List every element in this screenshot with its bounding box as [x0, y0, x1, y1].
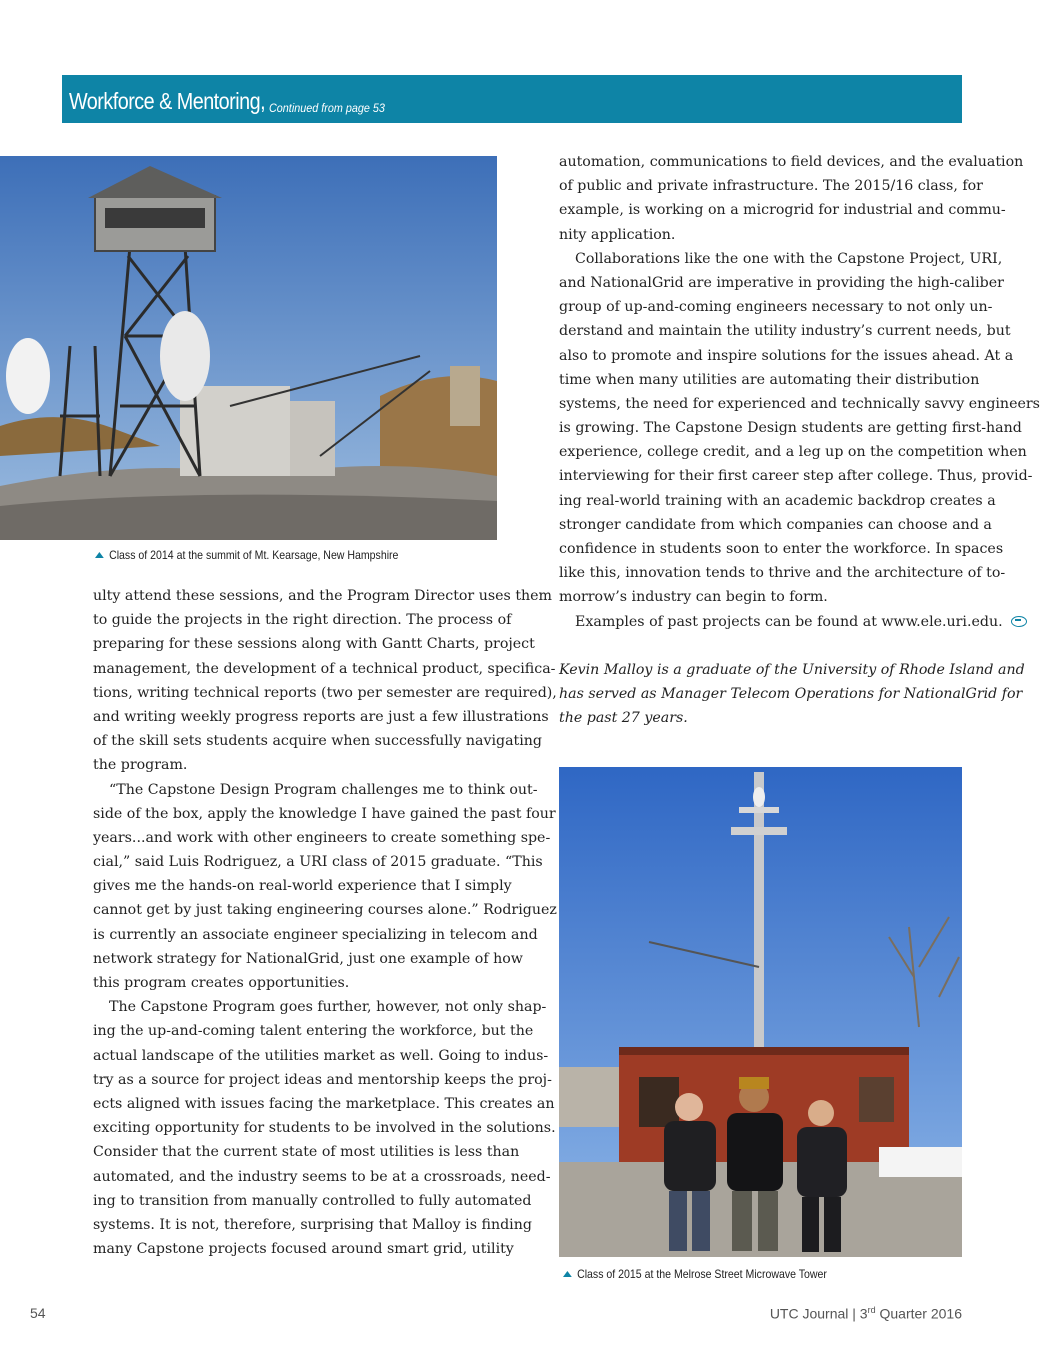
- page-number: 54: [30, 1305, 46, 1321]
- text-line: “The Capstone Design Program challenges me to think out-: [109, 781, 538, 798]
- text-line: to guide the projects in the right direction. The process of: [93, 612, 512, 629]
- text-line: management, the development of a technical product, specifica-: [93, 660, 556, 677]
- text-line: side of the box, apply the knowledge I have gained the past four: [93, 805, 556, 822]
- text-line: confidence in students soon to enter the workforce. In spaces: [559, 541, 1004, 557]
- section-title: Workforce & Mentoring,: [69, 88, 266, 114]
- text-line: the program.: [93, 757, 188, 774]
- text-line: nity application.: [559, 226, 676, 243]
- text-line: automated, and the industry seems to be at a crossroads, need-: [93, 1168, 551, 1185]
- text-line: gives me the hands-on real-world experience that I simply: [93, 878, 512, 895]
- caption-arrow-icon: [563, 1271, 572, 1277]
- text-line: this program creates opportunities.: [93, 975, 350, 991]
- text-line: of the skill sets students acquire when successfully navigating: [93, 733, 543, 750]
- text-line: ing the up-and-coming talent entering the workforce, but the: [93, 1023, 534, 1040]
- text-line: ing real-world training with an academic backdrop creates a: [559, 492, 996, 509]
- text-line: systems. It is not, therefore, surprising that Malloy is finding: [93, 1216, 532, 1233]
- text-line: is currently an associate engineer specializing in telecom and: [93, 926, 538, 943]
- text-line: actual landscape of the utilities market as well. Going to indus-: [93, 1047, 549, 1064]
- text-line: cannot get by just taking engineering courses alone.” Rodriguez: [93, 902, 557, 919]
- text-line: example, is working on a microgrid for industrial and commu-: [559, 202, 1006, 219]
- photo-mt-kearsage: [0, 156, 497, 540]
- caption-arrow-icon: [95, 552, 104, 558]
- text-line: group of up-and-coming engineers necessary to not only un-: [559, 299, 993, 316]
- text-line: interviewing for their first career step after college. Thus, provid-: [559, 468, 1033, 485]
- photo-melrose-tower: [559, 767, 962, 1257]
- text-line: experience, college credit, and a leg up on the competition when: [559, 444, 1027, 461]
- text-line: network strategy for NationalGrid, just one example of how: [93, 950, 523, 967]
- text-line: ects aligned with issues facing the marketplace. This creates an: [93, 1095, 555, 1112]
- section-header-banner: [62, 75, 962, 123]
- text-line: and writing weekly progress reports are just a few illustrations: [93, 708, 549, 725]
- text-line: tions, writing technical reports (two per semester are required),: [93, 684, 557, 701]
- text-line: of public and private infrastructure. The 2015/16 class, for: [559, 178, 983, 195]
- left-text-column: [93, 584, 557, 1261]
- text-line: stronger candidate from which companies can choose and a: [559, 516, 992, 533]
- text-line: years...and work with other engineers to create something spe-: [93, 829, 551, 846]
- text-line: like this, innovation tends to thrive and the architecture of to-: [559, 565, 1006, 582]
- text-line: is growing. The Capstone Design students are getting first-hand: [559, 420, 1022, 437]
- continued-note: Continued from page 53: [268, 101, 385, 115]
- text-line: cial,” said Luis Rodriguez, a URI class of 2015 graduate. “This: [93, 854, 543, 871]
- text-line: also to promote and inspire solutions for the issues ahead. At a: [559, 347, 1014, 364]
- text-line: systems, the need for experienced and technically savvy engineers: [559, 395, 1040, 412]
- text-line: preparing for these sessions along with Gantt Charts, project: [93, 636, 535, 653]
- author-bio-line: Kevin Malloy is a graduate of the University of Rhode Island and: [559, 661, 1025, 678]
- photo-caption-top: Class of 2014 at the summit of Mt. Kearsage, New Hampshire: [95, 548, 398, 562]
- text-line: automation, communications to field devices, and the evaluation: [559, 154, 1024, 170]
- article-end-icon: [1011, 616, 1027, 627]
- photo-caption-bottom: Class of 2015 at the Melrose Street Microwave Tower: [563, 1267, 827, 1281]
- text-line: ulty attend these sessions, and the Program Director uses them: [93, 588, 553, 604]
- journal-footer: UTC Journal | 3rd Quarter 2016: [769, 1305, 962, 1322]
- text-line: time when many utilities are automating their distribution: [559, 371, 980, 388]
- text-line: many Capstone projects focused around smart grid, utility: [93, 1241, 514, 1258]
- text-line: try as a source for project ideas and mentorship keeps the proj-: [93, 1071, 552, 1088]
- text-line: exciting opportunity for students to be involved in the solutions.: [93, 1120, 556, 1137]
- text-line: derstand and maintain the utility industry’s current needs, but: [559, 323, 1011, 340]
- author-bio-line: the past 27 years.: [559, 710, 688, 727]
- text-line: The Capstone Program goes further, however, not only shap-: [109, 999, 547, 1016]
- text-line: ing to transition from manually controlled to fully automated: [93, 1192, 532, 1209]
- author-bio-line: has served as Manager Telecom Operations for NationalGrid for: [559, 686, 1023, 703]
- text-line: Collaborations like the one with the Capstone Project, URI,: [575, 250, 1003, 267]
- text-line: Consider that the current state of most utilities is less than: [93, 1144, 520, 1161]
- text-line: and NationalGrid are imperative in providing the high-caliber: [559, 274, 1004, 291]
- text-line: Examples of past projects can be found at www.ele.uri.edu.: [559, 610, 962, 634]
- right-text-column: [559, 150, 1040, 731]
- text-line: morrow’s industry can begin to form.: [559, 589, 828, 606]
